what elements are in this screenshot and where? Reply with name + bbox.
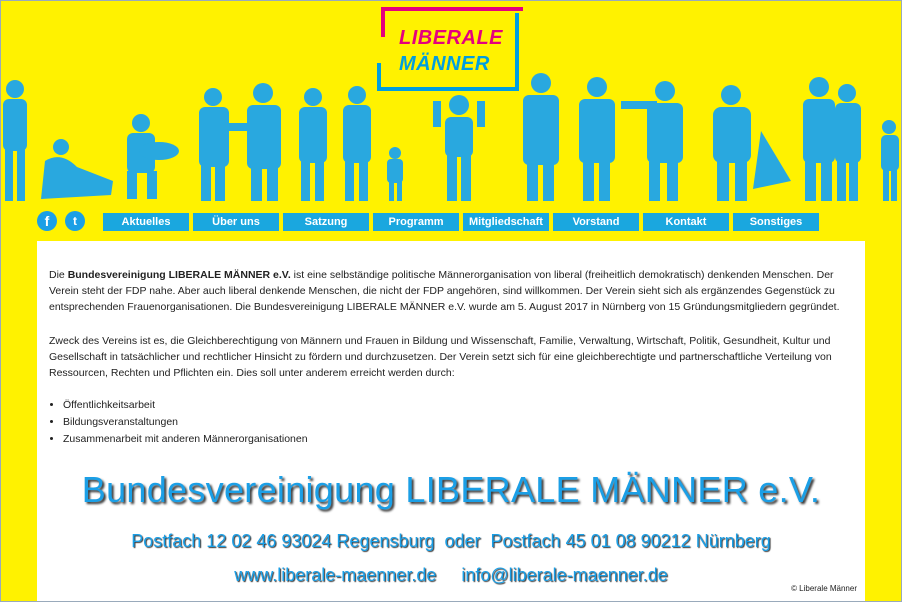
organization-title: Bundesvereinigung LIBERALE MÄNNER e.V. — [81, 469, 821, 510]
nav-satzung[interactable]: Satzung — [283, 213, 369, 231]
facebook-icon[interactable]: f — [37, 211, 57, 231]
list-item: • Bildungsveranstaltungen — [63, 414, 308, 431]
nav-ueber-uns[interactable]: Über uns — [193, 213, 279, 231]
nav-programm[interactable]: Programm — [373, 213, 459, 231]
intro-text: ist eine selbständige politische Männerorganisation von liberal (freiheitlich demokratisch) denkenden Menschen. Der Verein steht der FDP nahe. Aber auch liberal denkende Menschen, die nicht der FDP angehören, sind willkommen. Der Verein sieht sich als ergänzendes Gegenstück zu entsprechenden Frauenorganisationen. Die Bundesvereinigung LIBERALE MÄNNER e.V. wurde am 5. August 2017 in Nürnberg von 15 Gründungsmitgliedern gegründet. — [49, 269, 840, 313]
purpose-paragraph: Zweck des Vereins ist es, die Gleichberechtigung von Männern und Frauen in Bildung und Wissenschaft, Familie, Verwaltung, Wirtschaft, Politik, Gesundheit, Kultur und Gesellschaft in tatsächlicher und rechtlicher Hinsicht zu fördern und durchzusetzen. Der Verein setzt sich für eine gleichberechtigte und partnerschaftliche Verteilung von Ressourcen, Rechten und Pflichten ein. Dies soll unter anderem erreicht werden durch: — [49, 335, 832, 379]
nav-vorstand[interactable]: Vorstand — [553, 213, 639, 231]
nav-kontakt[interactable]: Kontakt — [643, 213, 729, 231]
logo-text-maenner: MÄNNER — [399, 53, 490, 75]
list-item: • Zusammenarbeit mit anderen Männerorganisationen — [63, 431, 308, 448]
people-silhouettes-banner — [1, 71, 902, 211]
postal-address: Postfach 12 02 46 93024 Regensburg oder Postfach 45 01 08 90212 Nürnberg — [131, 531, 771, 551]
email-link[interactable]: info@liberale-maenner.de — [461, 565, 668, 585]
list-item: • Öffentlichkeitsarbeit — [63, 397, 308, 414]
copyright-notice: © Liberale Männer — [791, 584, 857, 593]
website-link[interactable]: www.liberale-maenner.de — [234, 565, 437, 585]
contact-links — [37, 565, 865, 586]
intro-paragraph — [49, 267, 843, 315]
measures-list — [51, 397, 308, 448]
nav-aktuelles[interactable]: Aktuelles — [103, 213, 189, 231]
twitter-icon[interactable]: t — [65, 211, 85, 231]
logo-text-liberale: LIBERALE — [399, 27, 503, 49]
intro-prefix: Die — [49, 269, 68, 281]
intro-org-name: Bundesvereinigung LIBERALE MÄNNER e.V. — [67, 269, 291, 281]
content-panel — [37, 241, 865, 601]
nav-sonstiges[interactable]: Sonstiges — [733, 213, 819, 231]
nav-mitgliedschaft[interactable]: Mitgliedschaft — [463, 213, 549, 231]
